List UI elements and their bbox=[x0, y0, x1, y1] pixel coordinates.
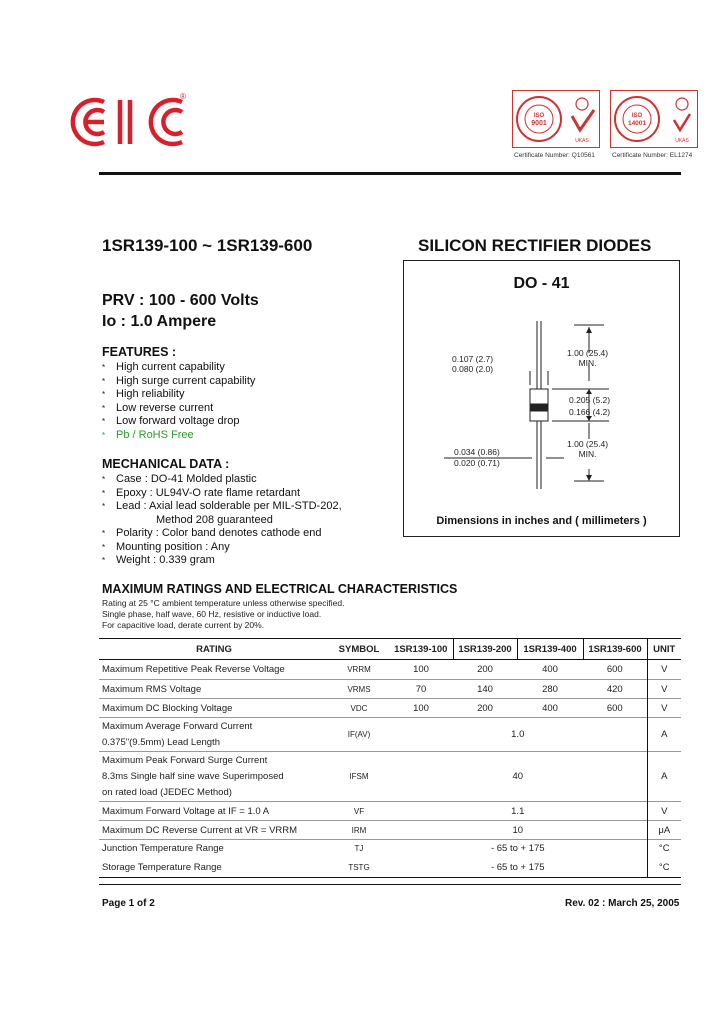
page-number: Page 1 of 2 bbox=[102, 898, 155, 909]
col-part-400: 1SR139-400 bbox=[517, 639, 583, 660]
mechanical-list bbox=[102, 473, 342, 568]
list-item: * Epoxy : UL94V-O rate flame retardant bbox=[102, 486, 301, 499]
svg-text:9001: 9001 bbox=[531, 120, 547, 127]
table-header-row bbox=[99, 639, 681, 660]
cert-number-1: Certificate Number: Q10561 bbox=[514, 152, 595, 159]
cert-number-2: Certificate Number: EL1274 bbox=[612, 152, 693, 159]
col-symbol: SYMBOL bbox=[329, 639, 389, 660]
body-diameter-dim: 0.107 (2.7) 0.080 (2.0) bbox=[452, 354, 494, 374]
list-item: * Pb / RoHS Free bbox=[102, 428, 194, 441]
lead-length-top-dim: 1.00 (25.4) MIN. bbox=[567, 348, 609, 368]
package-title: DO - 41 bbox=[513, 275, 570, 292]
svg-text:ISO: ISO bbox=[533, 113, 545, 119]
header-divider bbox=[99, 172, 681, 175]
svg-text:ISO: ISO bbox=[631, 113, 643, 119]
list-item: * High current capability bbox=[102, 361, 225, 373]
list-item: * Weight : 0.339 gram bbox=[102, 554, 215, 566]
table-row: Maximum Peak Forward Surge Current 8.3ms Single half sine wave Superimposed on rated load (JEDEC Method) IFSM 40 A bbox=[99, 752, 681, 802]
ratings-table bbox=[99, 638, 681, 878]
table-row: Maximum Repetitive Peak Reverse Voltage VRRM 100 200 400 600 V bbox=[99, 660, 681, 680]
table-row: Storage Temperature Range TSTG - 65 to + 175 °C bbox=[99, 858, 681, 878]
iso-14001-seal bbox=[610, 90, 698, 148]
col-part-200: 1SR139-200 bbox=[453, 639, 517, 660]
dimensions-caption: Dimensions in inches and ( millimeters ) bbox=[436, 515, 647, 527]
list-item: * Low reverse current bbox=[102, 401, 214, 414]
list-item: * Lead : Axial lead solderable per MIL-STD-202, bbox=[102, 500, 342, 512]
body-length-dim: 0.205 (5.2) 0.166 (4.2) bbox=[569, 395, 611, 417]
list-item: * Polarity : Color band denotes cathode end bbox=[102, 527, 322, 539]
table-row: Maximum Average Forward Current 0.375"(9.5mm) Lead Length IF(AV) 1.0 A bbox=[99, 718, 681, 752]
svg-text:14001: 14001 bbox=[627, 120, 647, 127]
features-heading: FEATURES : bbox=[102, 345, 177, 359]
do41-outline-drawing bbox=[404, 261, 681, 538]
registered-mark: ® bbox=[180, 92, 186, 101]
col-unit: UNIT bbox=[647, 639, 681, 660]
table-row: Junction Temperature Range TJ - 65 to + 175 °C bbox=[99, 840, 681, 858]
rating-notes: Rating at 25 °C ambient temperature unless otherwise specified. Single phase, half wave, 60 Hz, resistive or inductive load. For capacitive load, derate current by 20%. bbox=[102, 598, 345, 630]
mechanical-heading: MECHANICAL DATA : bbox=[102, 457, 230, 471]
ratings-heading: MAXIMUM RATINGS AND ELECTRICAL CHARACTERISTICS bbox=[102, 582, 458, 596]
footer-divider bbox=[99, 884, 681, 885]
table-row: Maximum Forward Voltage at IF = 1.0 A VF 1.1 V bbox=[99, 802, 681, 821]
lead-length-bottom-dim: 1.00 (25.4) MIN. bbox=[567, 439, 609, 459]
lead-diameter-dim: 0.034 (0.86) 0.020 (0.71) bbox=[454, 447, 500, 468]
list-item: * High reliability bbox=[102, 388, 185, 400]
revision-date: Rev. 02 : March 25, 2005 bbox=[565, 898, 680, 909]
product-title: SILICON RECTIFIER DIODES bbox=[418, 236, 652, 255]
table-row: Maximum DC Blocking Voltage VDC 100 200 400 600 V bbox=[99, 699, 681, 718]
eic-logo bbox=[60, 94, 190, 150]
list-item: * High surge current capability bbox=[102, 374, 256, 387]
ratings-summary bbox=[102, 290, 259, 332]
svg-text:UKAS: UKAS bbox=[575, 138, 589, 144]
io-text: Io : 1.0 Ampere bbox=[102, 313, 217, 330]
table-row: Maximum RMS Voltage VRMS 70 140 280 420 V bbox=[99, 680, 681, 699]
list-item: * Mounting position : Any bbox=[102, 540, 230, 553]
col-part-600: 1SR139-600 bbox=[583, 639, 647, 660]
list-item: * Case : DO-41 Molded plastic bbox=[102, 473, 257, 485]
package-outline-box bbox=[403, 260, 680, 537]
col-part-100: 1SR139-100 bbox=[389, 639, 453, 660]
col-rating: RATING bbox=[99, 639, 329, 660]
list-item: * Low forward voltage drop bbox=[102, 415, 240, 427]
part-range: 1SR139-100 ~ 1SR139-600 bbox=[102, 236, 313, 255]
table-row: Maximum DC Reverse Current at VR = VRRM IRM 10 μA bbox=[99, 821, 681, 840]
prv-text: PRV : 100 - 600 Volts bbox=[102, 292, 259, 309]
list-item: Method 208 guaranteed bbox=[156, 513, 273, 526]
features-list bbox=[102, 361, 255, 442]
svg-text:UKAS: UKAS bbox=[675, 138, 689, 144]
iso-9001-seal bbox=[512, 90, 600, 148]
